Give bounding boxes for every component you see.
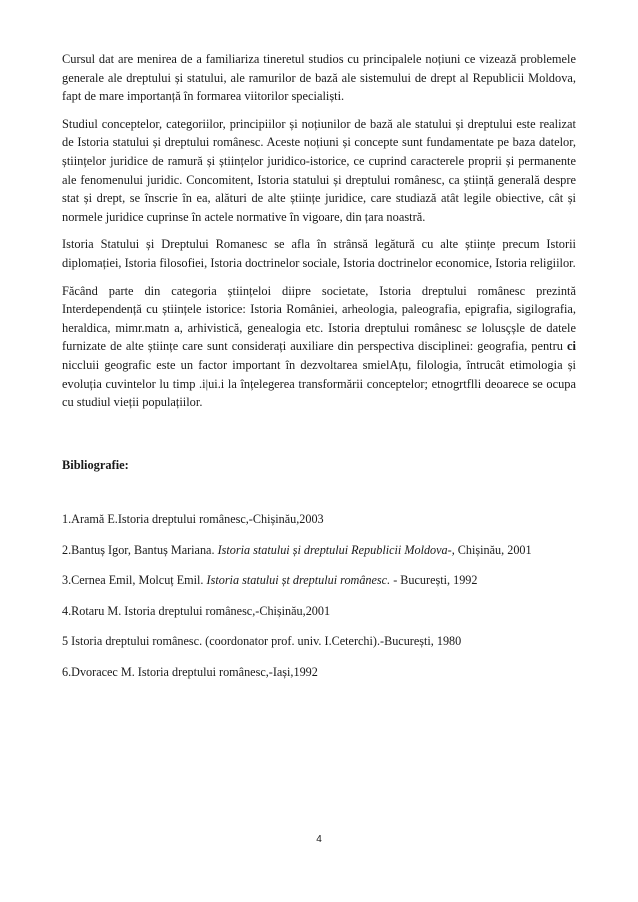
- bibliography-item-text: 1.Aramă E.Istoria dreptului românesc,-Chișinău,2003: [62, 512, 324, 526]
- bibliography-item: [62, 602, 582, 620]
- paragraph-4-bold: ci: [567, 339, 576, 354]
- bibliography-item: [62, 571, 582, 589]
- bibliography-item-place: Chișinău, 2001: [454, 542, 532, 557]
- bibliography-item-title: Istoria statului șt dreptului românesc.: [206, 573, 391, 588]
- paragraph-4-text-2: lolusçșle de datele furnizate de alte științe care sunt considerați auxiliare din perspectiva disciplinei: geografia, pentru: [62, 320, 576, 354]
- bibliography-heading: Bibliografie:: [62, 458, 129, 472]
- bibliography-list: [62, 510, 582, 694]
- bibliography-item: [62, 632, 582, 650]
- paragraph-auxiliary-sciences: [62, 282, 576, 412]
- bibliography-item: [62, 541, 582, 559]
- paragraph-4-text-3: niccluii geografic este un factor important în dezvoltarea smielAțu, filologia, întrucât etimologia și evoluția cuvintelor lu timp .i|ui.i la înțelegerea transformării conceptelor; etnogrtflli deoarece se ocupa cu studiul vieții populațiilor.: [62, 357, 576, 410]
- bibliography-item: [62, 510, 582, 528]
- page-number: 4: [316, 834, 322, 845]
- bibliography-item-text: 3.Cernea Emil, Molcuț Emil.: [62, 573, 207, 588]
- paragraph-4-italic: se: [466, 320, 477, 335]
- bibliography-item-text: 2.Bantuș Igor, Bantuș Mariana.: [62, 542, 218, 557]
- bibliography-item: [62, 663, 582, 681]
- bibliography-item-text: 4.Rotaru M. Istoria dreptului românesc,-Chișinău,2001: [62, 603, 331, 618]
- bibliography-item-title: Istoria statului și dreptului Republicii Moldova-,: [217, 542, 455, 557]
- bibliography-item-text: 5 Istoria dreptului românesc. (coordonator prof. univ. I.Ceterchi).-București, 1980: [62, 634, 462, 649]
- paragraph-4-text-1: Făcând parte din categoria științeloi diipre societate, Istoria dreptului românesc prezintă Interdependență cu științele istorice: Istoria României, arheologia, paleografia, epigrafia, sigilografia, heraldica, mimr.matn a, arhivistică, genealogia etc. Istoria dreptului românesc: [62, 283, 576, 335]
- paragraph-related-sciences: Istoria Statului și Dreptului Romanesc se afla în strânsă legătură cu alte științe precum Istorii diplomației, Istoria filosofiei, Istoria doctrinelor sociale, Istoria doctrinelor economice, Istoria religiilor.: [62, 237, 576, 270]
- paragraph-concepts-study: Studiul conceptelor, categoriilor, principiilor și noțiunilor de bază ale statului și dreptului este realizat de Istoria statului și dreptului românesc. Aceste noțiuni și concepte sunt fundamentate pe baza datelor, științelor juridice de ramură și științelor juridico-istorice, ce cuprind caracterele proprii și permanente ale fenomenului juridic. Concomitent, Istoria statului și dreptului românesc, ca știință generală despre stat și drept, se înscrie în ea, alături de alte științe juridice, care studiază atât legile obiective, cât și normele juridice cuprinse în actele normative în vigoare, din țara noastră.: [62, 116, 576, 224]
- bibliography-item-place: - București, 1992: [390, 573, 478, 588]
- paragraph-course-purpose: Cursul dat are menirea de a familiariza tineretul studios cu principalele noțiuni ce vizează problemele generale ale dreptului și statului, ale ramurilor de bază ale sistemului de drept al Republicii Moldova, fapt de mare importanță în formarea viitorilor specialiști.: [62, 52, 576, 104]
- body-text: [62, 50, 576, 421]
- bibliography-item-text: 6.Dvoracec M. Istoria dreptului românesc,-Iași,1992: [62, 664, 318, 679]
